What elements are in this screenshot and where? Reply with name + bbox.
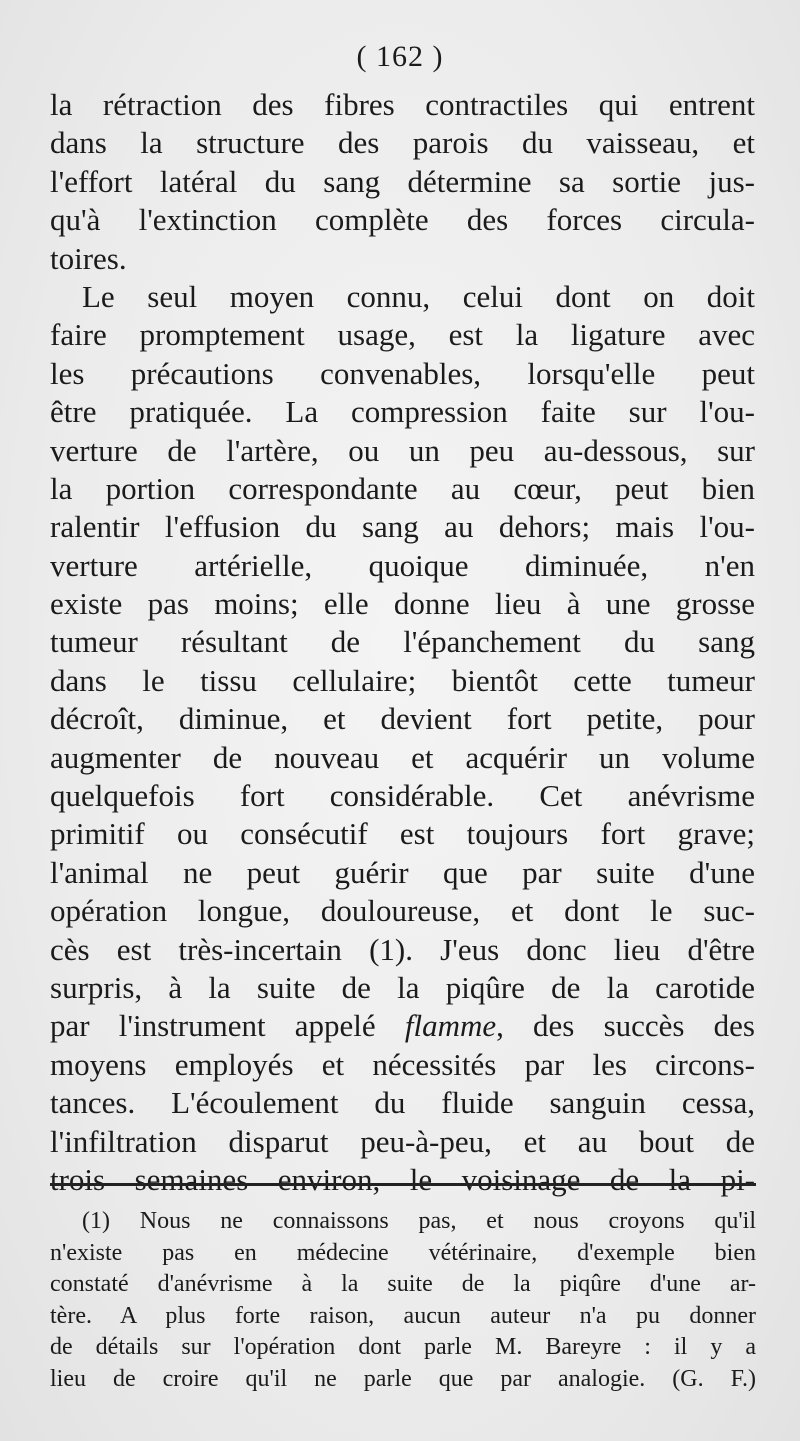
- text-line: tumeur résultant de l'épanchement du sang: [50, 624, 755, 660]
- text-line: [50, 1007, 755, 1045]
- text-line: existe pas moins; elle donne lieu à une grosse: [50, 586, 755, 622]
- page-number: ( 162 ): [356, 40, 444, 73]
- text-line: faire promptement usage, est la ligature avec: [50, 317, 755, 353]
- body-text: [50, 86, 755, 1199]
- text-segment: , des succès des: [496, 1008, 755, 1044]
- text-line: verture de l'artère, ou un peu au-dessous, sur: [50, 432, 755, 468]
- paragraph-start-line: Le seul moyen connu, celui dont on doit: [82, 278, 755, 314]
- text-line: surpris, à la suite de la piqûre de la carotide: [50, 969, 755, 1005]
- text-line: augmenter de nouveau et acquérir un volume: [50, 739, 755, 775]
- text-line: ralentir l'effusion du sang au dehors; mais l'ou-: [50, 509, 755, 545]
- footnote-line: tère. A plus forte raison, aucun auteur n'a pu donner: [50, 1302, 756, 1329]
- text-line: verture artérielle, quoique diminuée, n'en: [50, 547, 755, 583]
- text-line: quelquefois fort considérable. Cet anévrisme: [50, 778, 755, 814]
- footnote-line: n'existe pas en médecine vétérinaire, d'exemple bien: [50, 1239, 756, 1266]
- text-line: cès est très-incertain (1). J'eus donc lieu d'être: [50, 931, 755, 967]
- italic-term: flamme: [404, 1008, 497, 1044]
- text-segment: par l'instrument appelé: [50, 1008, 405, 1044]
- text-line: qu'à l'extinction complète des forces circula-: [50, 202, 755, 238]
- text-line: trois semaines environ, le voisinage de la pi-: [50, 1161, 755, 1197]
- text-line: les précautions convenables, lorsqu'elle peut: [50, 355, 755, 391]
- text-line: toires.: [50, 240, 127, 276]
- footnote-line: de détails sur l'opération dont parle M. Bareyre : il y a: [50, 1334, 756, 1360]
- text-line: dans la structure des parois du vaisseau, et: [50, 125, 755, 161]
- footnote-separator: [50, 1183, 756, 1186]
- text-line: tances. L'écoulement du fluide sanguin cessa,: [50, 1085, 755, 1121]
- text-line: la rétraction des fibres contractiles qui entrent: [50, 87, 755, 122]
- text-line: être pratiquée. La compression faite sur l'ou-: [50, 394, 755, 430]
- text-line: moyens employés et nécessités par les circons-: [50, 1046, 755, 1082]
- text-line: décroît, diminue, et devient fort petite, pour: [50, 701, 755, 737]
- text-line: la portion correspondante au cœur, peut bien: [50, 470, 755, 506]
- text-line: opération longue, douloureuse, et dont le suc-: [50, 893, 755, 929]
- footnote: [50, 1206, 756, 1395]
- text-line: l'animal ne peut guérir que par suite d'une: [50, 854, 755, 890]
- footnote-line: constaté d'anévrisme à la suite de la piqûre d'une ar-: [50, 1271, 756, 1297]
- footnote-line: (1) Nous ne connaissons pas, et nous croyons qu'il: [82, 1208, 756, 1234]
- text-line: l'effort latéral du sang détermine sa sortie jus-: [50, 163, 755, 199]
- text-line: primitif ou consécutif est toujours fort grave;: [50, 816, 755, 852]
- text-line: l'infiltration disparut peu-à-peu, et au bout de: [50, 1123, 755, 1159]
- text-line: dans le tissu cellulaire; bientôt cette tumeur: [50, 662, 755, 698]
- footnote-line: lieu de croire qu'il ne parle que par analogie. (G. F.): [50, 1365, 756, 1392]
